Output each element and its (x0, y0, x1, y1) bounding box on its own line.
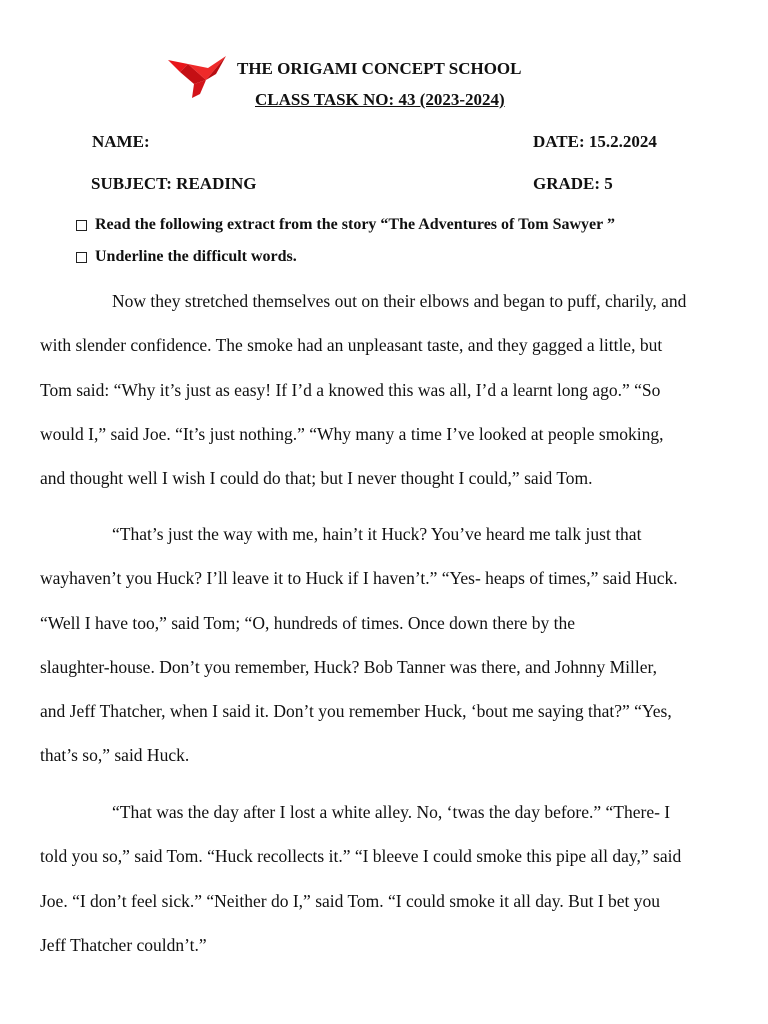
passage-line: Jeff Thatcher couldn’t.” (40, 934, 207, 955)
passage-paragraph (40, 279, 740, 500)
instruction-text: Read the following extract from the story “The Adventures of Tom Sawyer ” (95, 216, 615, 233)
class-task-title: CLASS TASK NO: 43 (2023-2024) (255, 90, 505, 109)
origami-bird-icon (166, 54, 230, 100)
passage-paragraph (40, 790, 740, 967)
passage-line: “Well I have too,” said Tom; “O, hundreds of times. Once down there by the (40, 612, 576, 633)
passage-line: would I,” said Joe. “It’s just nothing.” “Why many a time I’ve looked at people smoking, (40, 423, 664, 444)
passage-line: and thought well I wish I could do that; but I never thought I could,” said Tom. (40, 468, 593, 489)
passage-line: wayhaven’t you Huck? I’ll leave it to Huck if I haven’t.” “Yes- heaps of times,” said Huck. (40, 568, 678, 589)
date-field-label: DATE: 15.2.2024 (533, 132, 657, 151)
passage-line: with slender confidence. The smoke had an unpleasant taste, and they gagged a little, but (40, 335, 663, 356)
passage-line: “That’s just the way with me, hain’t it Huck? You’ve heard me talk just that (112, 524, 642, 544)
school-name: THE ORIGAMI CONCEPT SCHOOL (237, 59, 522, 78)
passage-line: “That was the day after I lost a white alley. No, ‘twas the day before.” “There- I (112, 802, 671, 822)
passage-line: Tom said: “Why it’s just as easy! If I’d a knowed this was all, I’d a learnt long ago.” “So (40, 379, 661, 400)
passage-line: slaughter-house. Don’t you remember, Huck? Bob Tanner was there, and Johnny Miller, (40, 656, 657, 677)
grade-field-label: GRADE: 5 (533, 174, 613, 193)
passage-line: Now they stretched themselves out on their elbows and began to puff, charily, and (112, 291, 687, 311)
passage-line: that’s so,” said Huck. (40, 745, 190, 766)
passage-paragraph (40, 512, 740, 778)
passage-line: Joe. “I don’t feel sick.” “Neither do I,” said Tom. “I could smoke it all day. But I bet you (40, 890, 661, 911)
instruction-text: Underline the difficult words. (95, 248, 297, 265)
passage-line: told you so,” said Tom. “Huck recollects it.” “I bleeve I could smoke this pipe all day,” said (40, 846, 682, 867)
instruction-item (76, 216, 615, 234)
name-field-label: NAME: (92, 132, 150, 151)
checkbox-icon (76, 220, 87, 231)
instruction-item (76, 248, 297, 266)
checkbox-icon (76, 252, 87, 263)
passage-line: and Jeff Thatcher, when I said it. Don’t you remember Huck, ‘bout me saying that?” “Yes, (40, 701, 672, 722)
subject-field-label: SUBJECT: READING (91, 174, 257, 193)
